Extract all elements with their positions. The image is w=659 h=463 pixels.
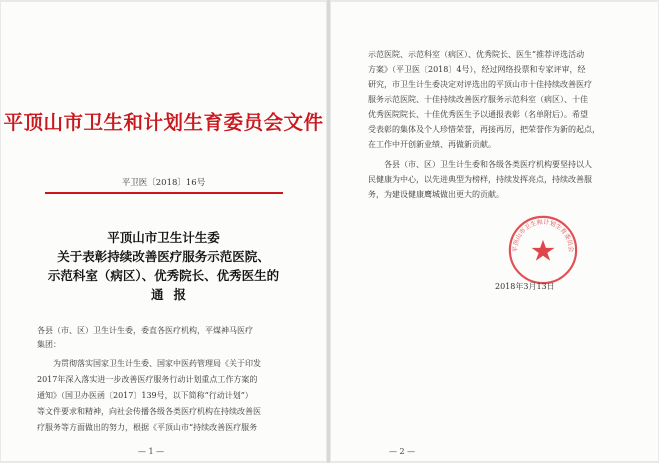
- document-number: 平卫医〔2018〕16号: [121, 178, 206, 188]
- notice-title-line-3: 示范科室（病区）、优秀院长、优秀医生的: [47, 268, 280, 283]
- body-line: 服务示范医院、十佳持续改善医疗服务示范科室（病区）、十佳: [368, 95, 588, 104]
- body-line: 民健康为中心，以先进典型为榜样，持续发挥亮点，持续改善服: [368, 175, 592, 184]
- body-line: 务，为建设健康鹰城做出更大的贡献。: [368, 190, 504, 199]
- document-page-2: [331, 2, 658, 461]
- body-line: 各县（市、区）卫生计生委，委直各医疗机构，平煤神马医疗: [37, 326, 253, 335]
- body-line: 方案》（平卫医〔2018〕4号），经过网络投票和专家评审，经: [368, 65, 586, 74]
- red-divider-line: [45, 192, 283, 194]
- body-line: 集团：: [37, 340, 61, 349]
- body-line: 等文件要求和精神，向社会传播各级各类医疗机构在持续改善医: [37, 407, 261, 416]
- body-line: 各县（市、区）卫生计生委和各级各类医疗机构要坚持以人: [384, 160, 592, 169]
- page-gutter: [327, 0, 330, 463]
- body-line: 2017年深入落实进一步改善医疗服务行动计划重点工作方案的: [37, 375, 258, 384]
- body-line: 研究，市卫生计生委决定对评选出的平顶山市十佳持续改善医疗: [368, 80, 592, 89]
- body-line: 通知》（国卫办医函〔2017〕139号，以下简称“行动计划”）: [37, 391, 253, 400]
- body-line: 示范医院、示范科室（病区）、优秀院长、医生”推荐评选活动: [368, 50, 585, 59]
- body-line: 疗服务等方面做出的努力，根据《平顶山市“持续改善医疗服务: [37, 423, 258, 432]
- seal-text: 平顶山市卫生和计划生育委员会: [511, 218, 575, 253]
- document-page-1: [1, 2, 326, 461]
- document-header: 平顶山市卫生和计划生育委员会文件: [3, 111, 324, 134]
- page-number: — 1 —: [138, 447, 165, 456]
- document-date: 2018年3月13日: [495, 282, 555, 291]
- notice-title-line-4: 通报: [150, 287, 196, 302]
- body-line: 优秀医院院长、十佳优秀医生予以通报表彰（名单附后）。希望: [368, 110, 588, 119]
- body-line: 在工作中开创新业绩、再做新贡献。: [368, 140, 496, 149]
- body-line: 受表彰的集体及个人珍惜荣誉，再接再厉，把荣誉作为新的起点，: [368, 125, 600, 134]
- official-seal-icon: [507, 214, 579, 286]
- body-line: 为贯彻落实国家卫生计生委、国家中医药管理局《关于印发: [53, 359, 261, 368]
- notice-title-line-2: 关于表彰持续改善医疗服务示范医院、: [57, 249, 270, 264]
- notice-title-line-1: 平顶山市卫生计生委: [107, 230, 220, 245]
- page-number: — 2 —: [389, 447, 416, 456]
